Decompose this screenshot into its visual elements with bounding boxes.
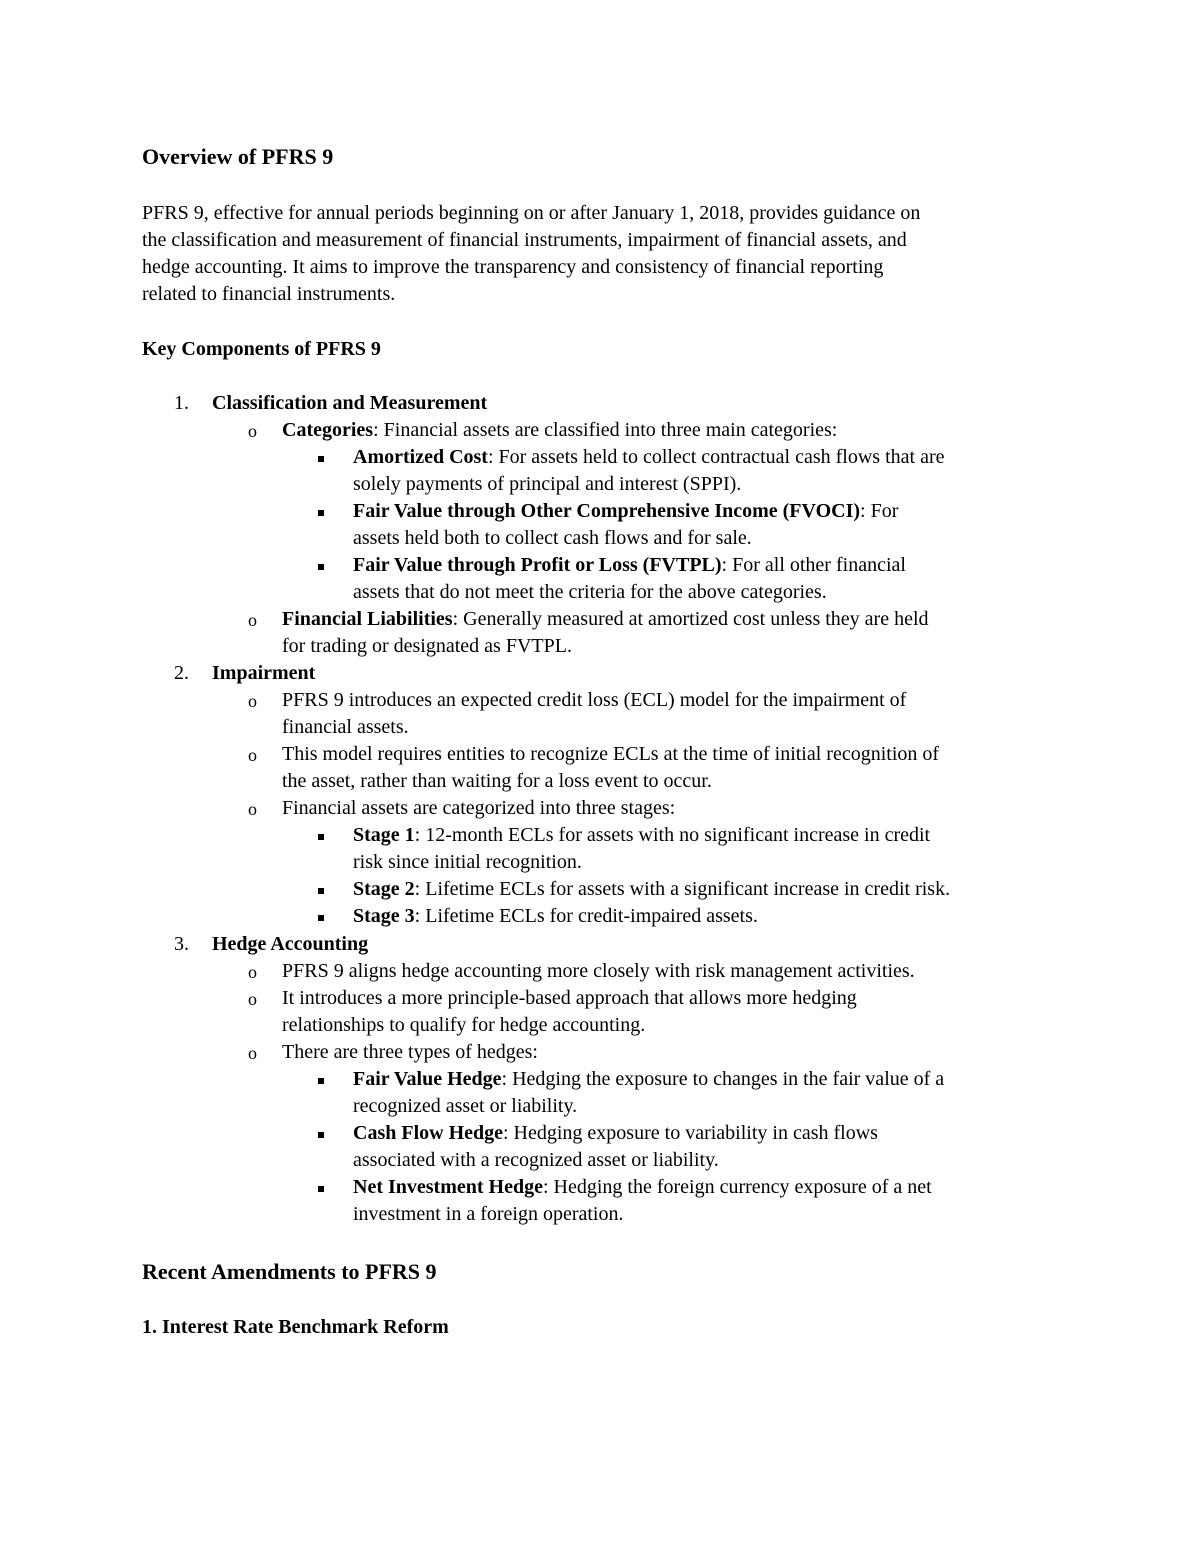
list-item-amortized-cost: Amortized Cost: For assets held to collect contractual cash flows that are [353,446,945,468]
list-item-stage-1: Stage 1: 12-month ECLs for assets with no significant increase in credit [353,824,931,846]
list-number: 1. [174,392,189,414]
list-item-continuation: associated with a recognized asset or liability. [353,1149,719,1171]
section-impairment-title: Impairment [212,662,316,684]
section-hedge-title: Hedge Accounting [212,933,369,955]
list-number: 3. [174,933,189,955]
list-number: 2. [174,662,189,684]
circle-bullet-icon: o [248,610,257,630]
list-item-financial-liabilities: Financial Liabilities: Generally measured at amortized cost unless they are held [282,608,929,630]
list-item-three-stages: Financial assets are categorized into three stages: [282,797,676,819]
square-bullet-icon [318,915,324,921]
list-item-fvtpl: Fair Value through Profit or Loss (FVTPL): For all other financial [353,554,906,576]
square-bullet-icon [318,888,324,894]
circle-bullet-icon: o [248,799,257,819]
list-item-aligns: PFRS 9 aligns hedge accounting more closely with risk management activities. [282,960,915,982]
list-item-cash-flow-hedge: Cash Flow Hedge: Hedging exposure to variability in cash flows [353,1122,878,1144]
amendment-item-heading: 1. Interest Rate Benchmark Reform [142,1316,449,1338]
circle-bullet-icon: o [248,1043,257,1063]
list-item-principle-based: It introduces a more principle-based approach that allows more hedging [282,987,857,1009]
list-item-continuation: for trading or designated as FVTPL. [282,635,572,657]
square-bullet-icon [318,564,324,570]
list-item-continuation: relationships to qualify for hedge accounting. [282,1014,646,1036]
list-item-net-investment-hedge: Net Investment Hedge: Hedging the foreign currency exposure of a net [353,1176,932,1198]
intro-line: related to financial instruments. [142,283,396,305]
list-item-categories: Categories: Financial assets are classified into three main categories: [282,419,838,441]
list-item-recognize-ecl: This model requires entities to recognize ECLs at the time of initial recognition of [282,743,940,765]
list-item-stage-3: Stage 3: Lifetime ECLs for credit-impaired assets. [353,905,758,927]
amendments-heading: Recent Amendments to PFRS 9 [142,1259,437,1284]
list-item-continuation: assets that do not meet the criteria for the above categories. [353,581,827,603]
intro-line: hedge accounting. It aims to improve the transparency and consistency of financial reporting [142,256,884,278]
list-item-continuation: solely payments of principal and interest (SPPI). [353,473,742,495]
section-classification-title: Classification and Measurement [212,392,488,414]
list-item-continuation: investment in a foreign operation. [353,1203,624,1225]
list-item-hedge-types: There are three types of hedges: [282,1041,538,1063]
page-title: Overview of PFRS 9 [142,144,334,169]
square-bullet-icon [318,834,324,840]
intro-line: PFRS 9, effective for annual periods beginning on or after January 1, 2018, provides guidance on [142,202,921,224]
circle-bullet-icon: o [248,989,257,1009]
circle-bullet-icon: o [248,962,257,982]
circle-bullet-icon: o [248,421,257,441]
list-item-continuation: the asset, rather than waiting for a loss event to occur. [282,770,712,792]
list-item-continuation: risk since initial recognition. [353,851,582,873]
square-bullet-icon [318,456,324,462]
square-bullet-icon [318,1078,324,1084]
square-bullet-icon [318,1186,324,1192]
circle-bullet-icon: o [248,745,257,765]
intro-line: the classification and measurement of financial instruments, impairment of financial assets, and [142,229,907,251]
square-bullet-icon [318,1132,324,1138]
list-item-continuation: recognized asset or liability. [353,1095,578,1117]
list-item-continuation: assets held both to collect cash flows and for sale. [353,527,752,549]
key-components-heading: Key Components of PFRS 9 [142,338,381,360]
list-item-fvoci: Fair Value through Other Comprehensive Income (FVOCI): For [353,500,899,522]
list-item-continuation: financial assets. [282,716,409,738]
list-item-ecl-model: PFRS 9 introduces an expected credit loss (ECL) model for the impairment of [282,689,907,711]
square-bullet-icon [318,510,324,516]
list-item-stage-2: Stage 2: Lifetime ECLs for assets with a significant increase in credit risk. [353,878,951,900]
circle-bullet-icon: o [248,691,257,711]
list-item-fair-value-hedge: Fair Value Hedge: Hedging the exposure to changes in the fair value of a [353,1068,945,1090]
